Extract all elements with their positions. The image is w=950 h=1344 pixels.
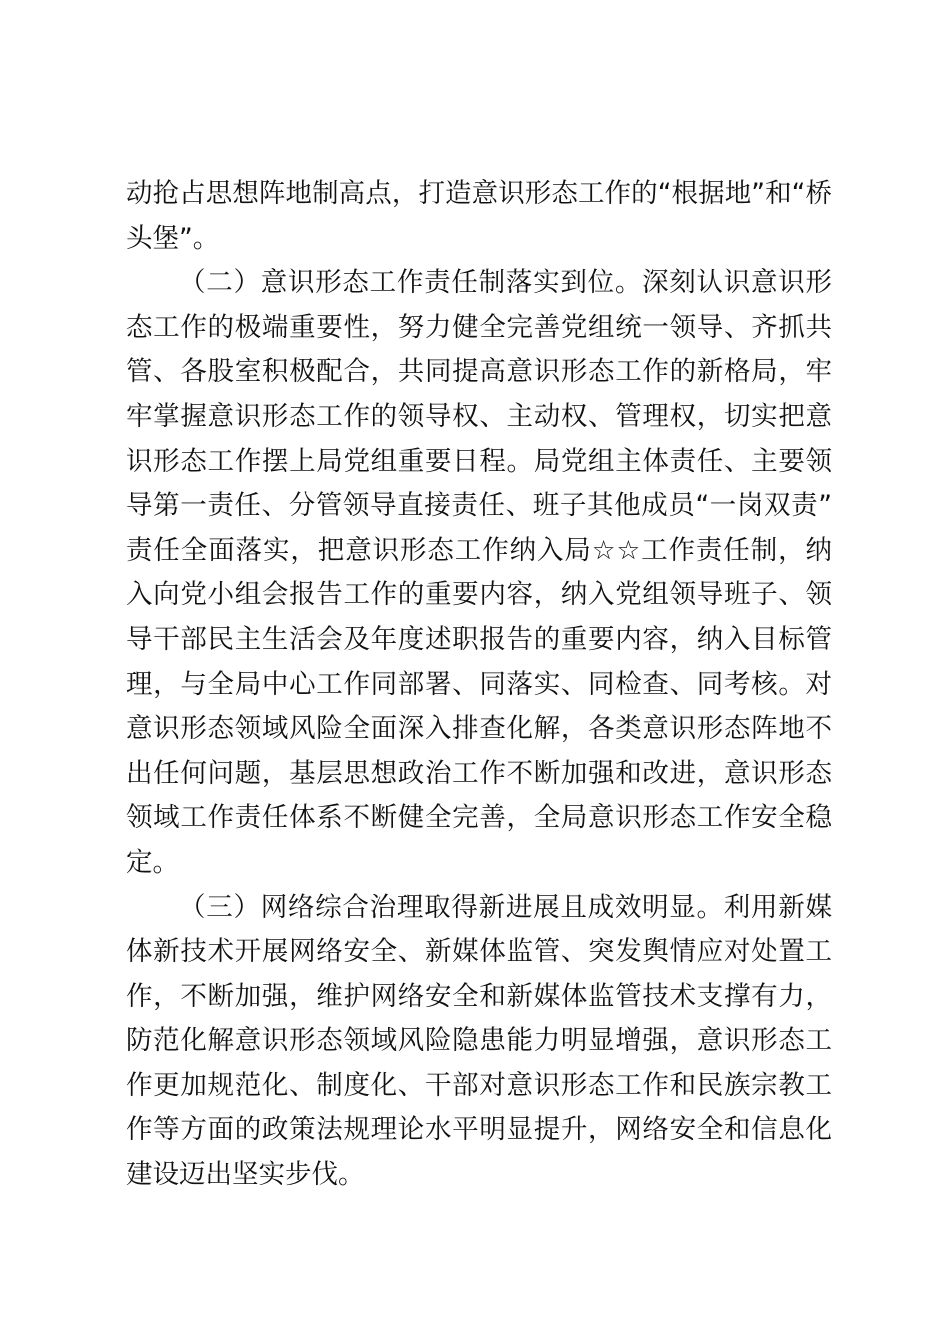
paragraph-section-3: （三）网络综合治理取得新进展且成效明显。利用新媒体新技术开展网络安全、新媒体监管、突发舆情应对处置工作，不断加强，维护网络安全和新媒体监管技术支撑有力，防范化解意识形态领域风险隐患能力明显增强，意识形态工作更加规范化、制度化、干部对意识形态工作和民族宗教工作等方面的政策法规理论水平明显提升，网络安全和信息化建设迈出坚实步伐。 — [126, 891, 832, 1191]
document-body — [126, 172, 832, 1198]
paragraph-section-2: （二）意识形态工作责任制落实到位。深刻认识意识形态工作的极端重要性，努力健全完善党组统一领导、齐抓共管、各股室积极配合，共同提高意识形态工作的新格局，牢牢掌握意识形态工作的领导权、主动权、管理权，切实把意识形态工作摆上局党组重要日程。局党组主体责任、主要领导第一责任、分管领导直接责任、班子其他成员“一岗双责”责任全面落实，把意识形态工作纳入局☆☆工作责任制，纳入向党小组会报告工作的重要内容，纳入党组领导班子、领导干部民主生活会及年度述职报告的重要内容，纳入目标管理，与全局中心工作同部署、同落实、同检查、同考核。对意识形态领域风险全面深入排查化解，各类意识形态阵地不出任何问题，基层思想政治工作不断加强和改进，意识形态领域工作责任体系不断健全完善，全局意识形态工作安全稳定。 — [126, 267, 832, 878]
paragraph-continuation: 动抢占思想阵地制高点，打造意识形态工作的“根据地”和“桥头堡”。 — [126, 178, 832, 254]
